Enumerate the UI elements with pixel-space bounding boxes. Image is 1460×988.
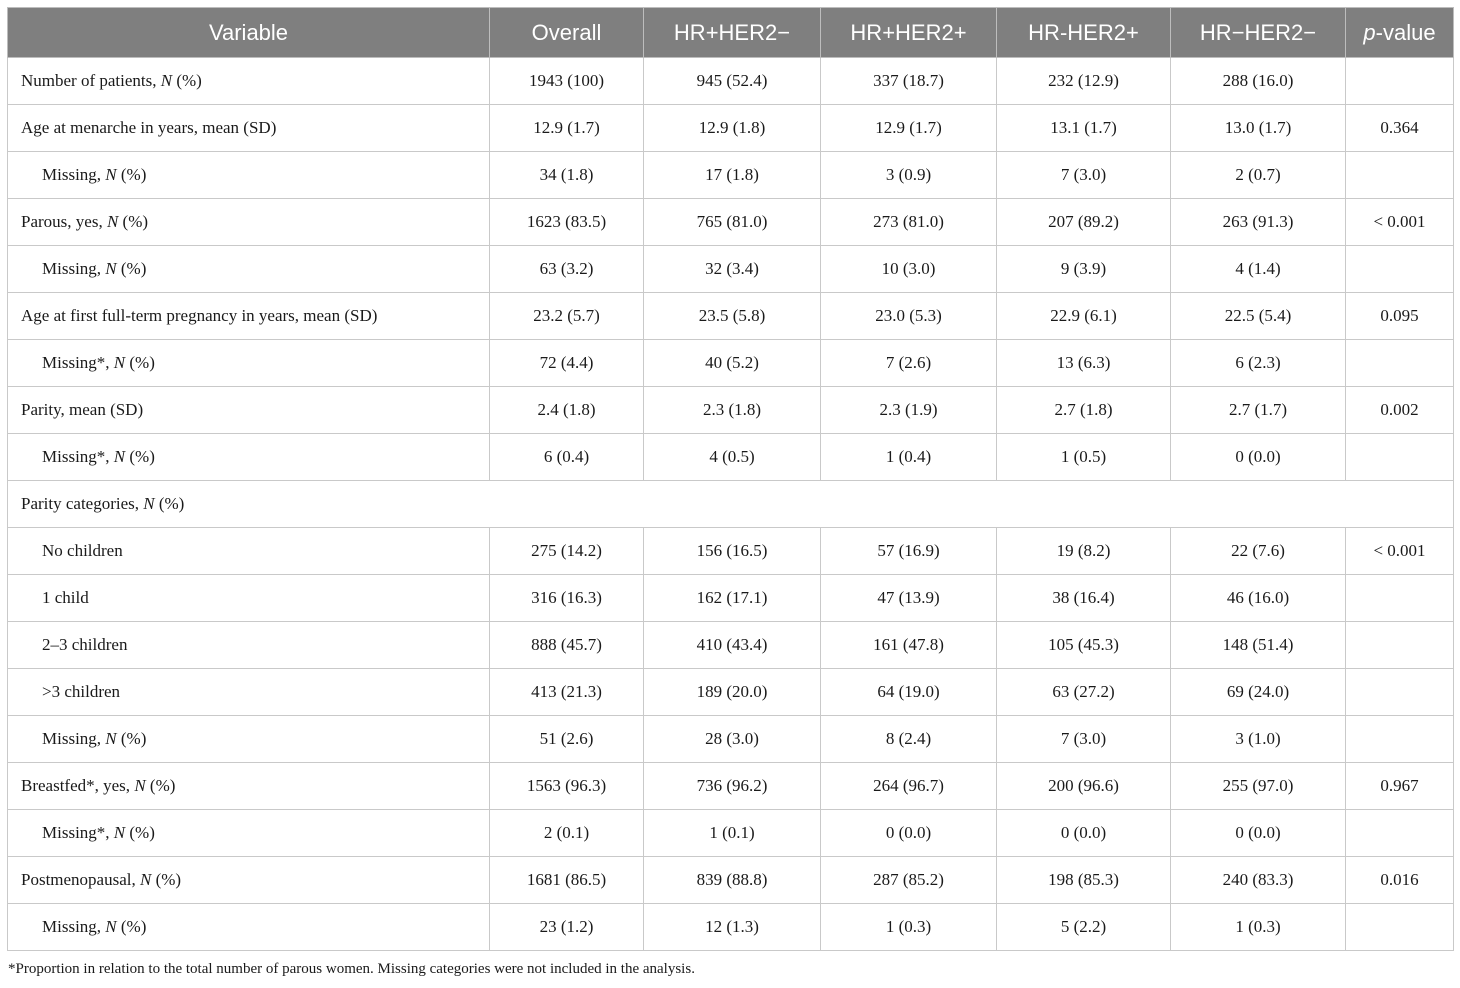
table-cell: 13 (6.3) xyxy=(997,340,1171,387)
table-cell xyxy=(1346,622,1454,669)
table-cell: 64 (19.0) xyxy=(821,669,997,716)
table-cell: 32 (3.4) xyxy=(644,246,821,293)
table-cell: 38 (16.4) xyxy=(997,575,1171,622)
table-row xyxy=(8,810,1454,857)
table-cell: 22 (7.6) xyxy=(1171,528,1346,575)
table-cell: 1 (0.1) xyxy=(644,810,821,857)
table-cell xyxy=(1346,152,1454,199)
table-cell: 9 (3.9) xyxy=(997,246,1171,293)
table-cell xyxy=(1346,434,1454,481)
table-cell: 69 (24.0) xyxy=(1171,669,1346,716)
table-cell: 0 (0.0) xyxy=(1171,810,1346,857)
table-cell: 273 (81.0) xyxy=(821,199,997,246)
table-cell: 28 (3.0) xyxy=(644,716,821,763)
table-cell: 2.7 (1.8) xyxy=(997,387,1171,434)
table-cell: 255 (97.0) xyxy=(1171,763,1346,810)
table-cell: 2.7 (1.7) xyxy=(1171,387,1346,434)
table-cell: 0.016 xyxy=(1346,857,1454,904)
table-cell: 7 (3.0) xyxy=(997,716,1171,763)
table-cell: 288 (16.0) xyxy=(1171,58,1346,105)
row-label: 1 child xyxy=(8,575,490,622)
table-cell: 189 (20.0) xyxy=(644,669,821,716)
table-cell: 17 (1.8) xyxy=(644,152,821,199)
table-cell: 22.9 (6.1) xyxy=(997,293,1171,340)
table-cell: < 0.001 xyxy=(1346,528,1454,575)
table-cell: 4 (0.5) xyxy=(644,434,821,481)
table-row xyxy=(8,575,1454,622)
row-label: Missing, N (%) xyxy=(8,152,490,199)
table-cell: 2.4 (1.8) xyxy=(490,387,644,434)
table-cell: 13.1 (1.7) xyxy=(997,105,1171,152)
table-cell: 1563 (96.3) xyxy=(490,763,644,810)
table-row xyxy=(8,152,1454,199)
table-cell: 148 (51.4) xyxy=(1171,622,1346,669)
table-cell: 5 (2.2) xyxy=(997,904,1171,951)
data-table xyxy=(7,7,1454,951)
table-cell: 1943 (100) xyxy=(490,58,644,105)
table-cell: 0.364 xyxy=(1346,105,1454,152)
table-cell: 10 (3.0) xyxy=(821,246,997,293)
column-header: HR-HER2+ xyxy=(997,8,1171,58)
table-cell: 4 (1.4) xyxy=(1171,246,1346,293)
header-row xyxy=(8,8,1454,58)
table-cell: 12.9 (1.8) xyxy=(644,105,821,152)
table-cell: 57 (16.9) xyxy=(821,528,997,575)
table-cell: 3 (0.9) xyxy=(821,152,997,199)
column-header: HR−HER2− xyxy=(1171,8,1346,58)
table-row xyxy=(8,857,1454,904)
row-label: Age at first full-term pregnancy in years, mean (SD) xyxy=(8,293,490,340)
row-label: Missing*, N (%) xyxy=(8,434,490,481)
table-cell: 63 (3.2) xyxy=(490,246,644,293)
table-cell: 7 (2.6) xyxy=(821,340,997,387)
table-cell: 22.5 (5.4) xyxy=(1171,293,1346,340)
row-label: 2–3 children xyxy=(8,622,490,669)
table-cell: 7 (3.0) xyxy=(997,152,1171,199)
table-cell: 736 (96.2) xyxy=(644,763,821,810)
table-cell: 1 (0.3) xyxy=(821,904,997,951)
table-cell: 0.002 xyxy=(1346,387,1454,434)
table-cell: 47 (13.9) xyxy=(821,575,997,622)
table-cell: 0 (0.0) xyxy=(1171,434,1346,481)
table-cell: 1 (0.5) xyxy=(997,434,1171,481)
table-cell: 13.0 (1.7) xyxy=(1171,105,1346,152)
table-cell: 72 (4.4) xyxy=(490,340,644,387)
table-cell: 2 (0.1) xyxy=(490,810,644,857)
table-cell: 765 (81.0) xyxy=(644,199,821,246)
row-label: Parity categories, N (%) xyxy=(8,481,1454,528)
table-cell: 263 (91.3) xyxy=(1171,199,1346,246)
column-header: HR+HER2+ xyxy=(821,8,997,58)
row-label: Number of patients, N (%) xyxy=(8,58,490,105)
table-row xyxy=(8,340,1454,387)
table-cell: 19 (8.2) xyxy=(997,528,1171,575)
table-cell: 337 (18.7) xyxy=(821,58,997,105)
table-cell: 46 (16.0) xyxy=(1171,575,1346,622)
table-row xyxy=(8,904,1454,951)
row-label: Missing, N (%) xyxy=(8,246,490,293)
table-cell: 12 (1.3) xyxy=(644,904,821,951)
table-row xyxy=(8,481,1454,528)
table-cell: 2.3 (1.9) xyxy=(821,387,997,434)
table-cell: 161 (47.8) xyxy=(821,622,997,669)
table-row xyxy=(8,387,1454,434)
row-label: Age at menarche in years, mean (SD) xyxy=(8,105,490,152)
table-cell xyxy=(1346,58,1454,105)
footnote: *Proportion in relation to the total number of parous women. Missing categories were not included in the analysis. xyxy=(8,961,695,977)
table-row xyxy=(8,763,1454,810)
table-cell: 6 (0.4) xyxy=(490,434,644,481)
table-cell: 8 (2.4) xyxy=(821,716,997,763)
row-label: >3 children xyxy=(8,669,490,716)
row-label: Parity, mean (SD) xyxy=(8,387,490,434)
table-cell: 3 (1.0) xyxy=(1171,716,1346,763)
table-cell: 945 (52.4) xyxy=(644,58,821,105)
column-header: Variable xyxy=(8,8,490,58)
table-row xyxy=(8,434,1454,481)
table-row xyxy=(8,669,1454,716)
table-cell: 0 (0.0) xyxy=(821,810,997,857)
table-cell: 1 (0.3) xyxy=(1171,904,1346,951)
row-label: Missing, N (%) xyxy=(8,904,490,951)
table-row xyxy=(8,58,1454,105)
table-cell: 23.2 (5.7) xyxy=(490,293,644,340)
table-cell: 2.3 (1.8) xyxy=(644,387,821,434)
table-cell: 264 (96.7) xyxy=(821,763,997,810)
table-cell xyxy=(1346,575,1454,622)
table-cell: 0.095 xyxy=(1346,293,1454,340)
table-cell: 200 (96.6) xyxy=(997,763,1171,810)
row-label: No children xyxy=(8,528,490,575)
table-cell xyxy=(1346,904,1454,951)
table-cell: 232 (12.9) xyxy=(997,58,1171,105)
table-cell: 316 (16.3) xyxy=(490,575,644,622)
table-body xyxy=(8,58,1454,951)
column-header: HR+HER2− xyxy=(644,8,821,58)
table-cell: 1681 (86.5) xyxy=(490,857,644,904)
table-row xyxy=(8,528,1454,575)
table-cell: 34 (1.8) xyxy=(490,152,644,199)
table-row xyxy=(8,199,1454,246)
table-cell xyxy=(1346,716,1454,763)
row-label: Missing*, N (%) xyxy=(8,340,490,387)
table-cell: 1623 (83.5) xyxy=(490,199,644,246)
table-cell: 198 (85.3) xyxy=(997,857,1171,904)
table-cell: 12.9 (1.7) xyxy=(821,105,997,152)
table-cell: 287 (85.2) xyxy=(821,857,997,904)
table-cell: 51 (2.6) xyxy=(490,716,644,763)
column-header: p-value xyxy=(1346,8,1454,58)
table-row xyxy=(8,105,1454,152)
table-cell xyxy=(1346,810,1454,857)
table-cell xyxy=(1346,340,1454,387)
table-cell: 1 (0.4) xyxy=(821,434,997,481)
table-cell: 888 (45.7) xyxy=(490,622,644,669)
table-cell: 2 (0.7) xyxy=(1171,152,1346,199)
table-cell: 0 (0.0) xyxy=(997,810,1171,857)
table-cell: 63 (27.2) xyxy=(997,669,1171,716)
table-cell: 162 (17.1) xyxy=(644,575,821,622)
table-cell: 12.9 (1.7) xyxy=(490,105,644,152)
table-cell: 0.967 xyxy=(1346,763,1454,810)
table-cell: 6 (2.3) xyxy=(1171,340,1346,387)
table-cell: 413 (21.3) xyxy=(490,669,644,716)
row-label: Missing, N (%) xyxy=(8,716,490,763)
row-label: Missing*, N (%) xyxy=(8,810,490,857)
table-cell: 207 (89.2) xyxy=(997,199,1171,246)
table-cell: 275 (14.2) xyxy=(490,528,644,575)
table-row xyxy=(8,716,1454,763)
table-cell xyxy=(1346,246,1454,293)
table-cell: 839 (88.8) xyxy=(644,857,821,904)
row-label: Breastfed*, yes, N (%) xyxy=(8,763,490,810)
table-cell: 23 (1.2) xyxy=(490,904,644,951)
row-label: Postmenopausal, N (%) xyxy=(8,857,490,904)
row-label: Parous, yes, N (%) xyxy=(8,199,490,246)
table-row xyxy=(8,622,1454,669)
table-cell: 23.5 (5.8) xyxy=(644,293,821,340)
table-cell: 410 (43.4) xyxy=(644,622,821,669)
table-cell: 156 (16.5) xyxy=(644,528,821,575)
table-cell: 40 (5.2) xyxy=(644,340,821,387)
table-cell: 105 (45.3) xyxy=(997,622,1171,669)
table-cell: 23.0 (5.3) xyxy=(821,293,997,340)
column-header: Overall xyxy=(490,8,644,58)
table-cell: 240 (83.3) xyxy=(1171,857,1346,904)
table-cell: < 0.001 xyxy=(1346,199,1454,246)
table-cell xyxy=(1346,669,1454,716)
table-row xyxy=(8,293,1454,340)
table-row xyxy=(8,246,1454,293)
